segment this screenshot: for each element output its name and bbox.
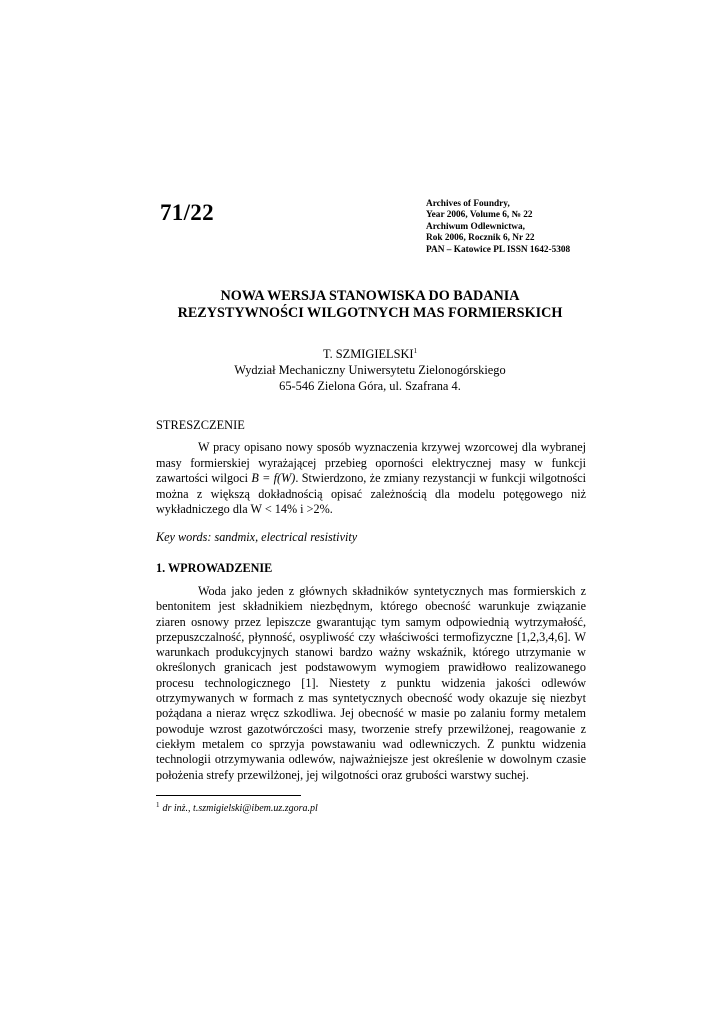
journal-info-line: Rok 2006, Rocznik 6, Nr 22 xyxy=(426,233,535,244)
abstract-text-part-1: W pracy opisano nowy sposób wyznaczenia krzywej wzorcowej dla wybranej masy formierskiej wyrażającej przebieg oporności elektrycznej masy w funkcji zawartości wilgoci xyxy=(156,440,586,486)
abstract-text xyxy=(156,440,586,518)
abstract-label: STRESZCZENIE xyxy=(156,418,245,432)
abstract-text-part-2: . Stwierdzono, że zmiany rezystancji w funkcji wilgotności można z większą dokładnością opisać zależnością dla modelu potęgowego niż wykładniczego dla W < 14% i >2%. xyxy=(156,471,586,517)
abstract-formula: B = f(W) xyxy=(251,471,296,486)
journal-info-line: PAN – Katowice PL ISSN 1642-5308 xyxy=(426,244,571,255)
author-affiliation: Wydział Mechaniczny Uniwersytetu Zielonogórskiego xyxy=(234,363,506,377)
paper-title xyxy=(150,288,590,322)
author-name-line xyxy=(150,346,590,362)
author-name: T. SZMIGIELSKI xyxy=(322,347,414,361)
footnote xyxy=(156,800,318,814)
introduction-heading: 1. WPROWADZENIE xyxy=(156,561,273,575)
paper-title-line-2: REZYSTYWNOŚCI WILGOTNYCH MAS FORMIERSKICH xyxy=(177,305,563,321)
author-block xyxy=(150,346,590,394)
journal-info xyxy=(426,199,570,256)
footnote-text: dr inż., t.szmigielski@ibem.uz.zgora.pl xyxy=(162,803,318,814)
paper-number: 71/22 xyxy=(160,200,214,225)
keywords: Key words: sandmix, electrical resistivity xyxy=(156,530,358,544)
paper-title-line-1: NOWA WERSJA STANOWISKA DO BADANIA xyxy=(220,288,520,304)
footnote-divider xyxy=(156,795,301,796)
author-footnote-marker: 1 xyxy=(413,346,418,355)
journal-info-line: Year 2006, Volume 6, № 22 xyxy=(426,210,533,221)
footnote-marker: 1 xyxy=(156,800,160,809)
journal-info-line: Archiwum Odlewnictwa, xyxy=(426,221,525,232)
introduction-text: Woda jako jeden z głównych składników syntetycznych mas formierskich z bentonitem jest składnikiem niezbędnym, którego obecność warunkuje związanie ziaren osnowy przez lepiszcze gwarantując tym samym odpowiednią wytrzymałość, przepuszczalność, płynność, osypliwość czy właściwości termofizyczne [1,2,3,4,6]. W warunkach produkcyjnych stanowi bardzo ważny wskaźnik, którego utrzymanie w określonych granicach jest podstawowym wymogiem prawidłowo realizowanego procesu technologicznego [1]. Niestety z punktu widzenia jakości odlewów otrzymywanych w formach z mas syntetycznych obecność wody okazuje się niezbyt pożądana a nieraz wręcz szkodliwa. Jej obecność w masie po zalaniu formy metalem powoduje wzrost gazotwórczości masy, tworzenie strefy przewilżonej, reagowanie z ciekłym metalem co sprzyja powstawaniu wad odlewniczych. Z punktu widzenia technologii otrzymywania odlewów, najważniejsze jest określenie w dowolnym czasie położenia strefy przewilżonej, jej wilgotności oraz grubości warstwy suchej. xyxy=(156,584,586,782)
journal-info-line: Archives of Foundry, xyxy=(426,199,510,209)
author-address: 65-546 Zielona Góra, ul. Szafrana 4. xyxy=(279,379,461,393)
